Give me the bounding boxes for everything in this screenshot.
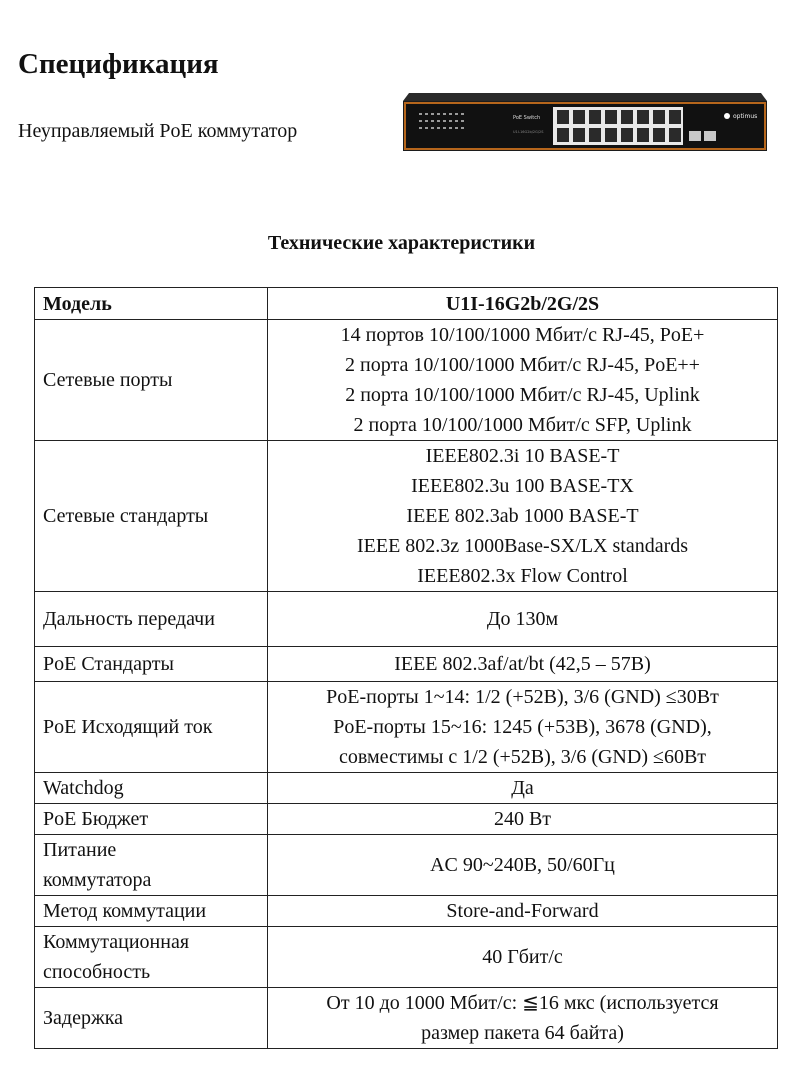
table-row [35,320,778,441]
value-line: AC 90~240В, 50/60Гц [430,854,615,876]
row-key: PoE Бюджет [35,804,268,835]
switch-product-image [403,93,767,151]
row-value [268,896,778,927]
row-value [268,835,778,896]
value-line: PoE-порты 15~16: 1245 (+53В), 3678 (GND), [333,716,712,738]
row-key: Сетевые порты [35,320,268,441]
value-line: IEEE 802.3ab 1000 BASE-T [406,505,639,527]
value-line: IEEE 802.3af/at/bt (42,5 – 57В) [394,653,651,675]
row-key: Watchdog [35,773,268,804]
table-row [35,592,778,647]
row-key: Задержка [35,988,268,1049]
specification-table [34,287,778,1049]
value-line: Да [511,777,534,799]
row-key: PoE Исходящий ток [35,682,268,773]
row-value [268,592,778,647]
row-key: PoE Стандарты [35,647,268,682]
value-line: От 10 до 1000 Мбит/с: ≦16 мкс (используется [326,992,719,1014]
row-value [268,804,778,835]
section-heading: Технические характеристики [267,232,536,254]
value-line: IEEE802.3u 100 BASE-TX [411,475,634,497]
table-row [35,896,778,927]
poe-switch-label: PoE Switch [513,115,541,121]
key-line: коммутатора [43,869,152,891]
value-line: IEEE 802.3z 1000Base-SX/LX standards [356,535,689,557]
value-line: PoE-порты 1~14: 1/2 (+52В), 3/6 (GND) ≤30Вт [326,686,719,708]
value-line: размер пакета 64 байта) [421,1022,624,1044]
table-row [35,441,778,592]
value-line: 2 порта 10/100/1000 Мбит/с RJ-45, PoE++ [345,354,700,376]
brand-logo: optimus [733,113,758,120]
row-key: Сетевые стандарты [35,441,268,592]
value-line: совместимы с 1/2 (+52В), 3/6 (GND) ≤60Вт [338,746,707,768]
row-key: Дальность передачи [35,592,268,647]
value-line: До 130м [486,608,559,630]
table-row [35,682,778,773]
page-title: Спецификация [18,48,219,80]
value-line: Store-and-Forward [446,900,599,922]
row-value [268,682,778,773]
table-row [35,835,778,896]
value-line: 14 портов 10/100/1000 Мбит/с RJ-45, PoE+ [340,324,705,346]
row-value [268,441,778,592]
key-line: Питание [43,839,117,861]
table-row [35,773,778,804]
key-line: способность [43,961,151,983]
row-key: Метод коммутации [35,896,268,927]
header-value: U1I-16G2b/2G/2S [268,288,778,320]
header-key: Модель [35,288,268,320]
value-line: 2 порта 10/100/1000 Мбит/с SFP, Uplink [353,414,692,436]
value-line: 240 Вт [493,808,552,830]
value-line: IEEE802.3x Flow Control [417,565,628,587]
row-value [268,773,778,804]
row-key [35,927,268,988]
table-header-row [35,288,778,320]
table-row [35,647,778,682]
row-value [268,927,778,988]
value-line: 40 Гбит/с [482,946,563,968]
table-row [35,988,778,1049]
model-small-label: U1I-16G2b/2G/2S [513,130,544,134]
value-line: 2 порта 10/100/1000 Мбит/с RJ-45, Uplink [345,384,700,406]
key-line: Коммутационная [43,931,190,953]
value-line: IEEE802.3i 10 BASE-T [425,445,620,467]
row-value [268,988,778,1049]
row-value [268,320,778,441]
table-row [35,804,778,835]
product-subtitle: Неуправляемый PoE коммутатор [18,120,298,142]
row-key [35,835,268,896]
table-row [35,927,778,988]
row-value [268,647,778,682]
